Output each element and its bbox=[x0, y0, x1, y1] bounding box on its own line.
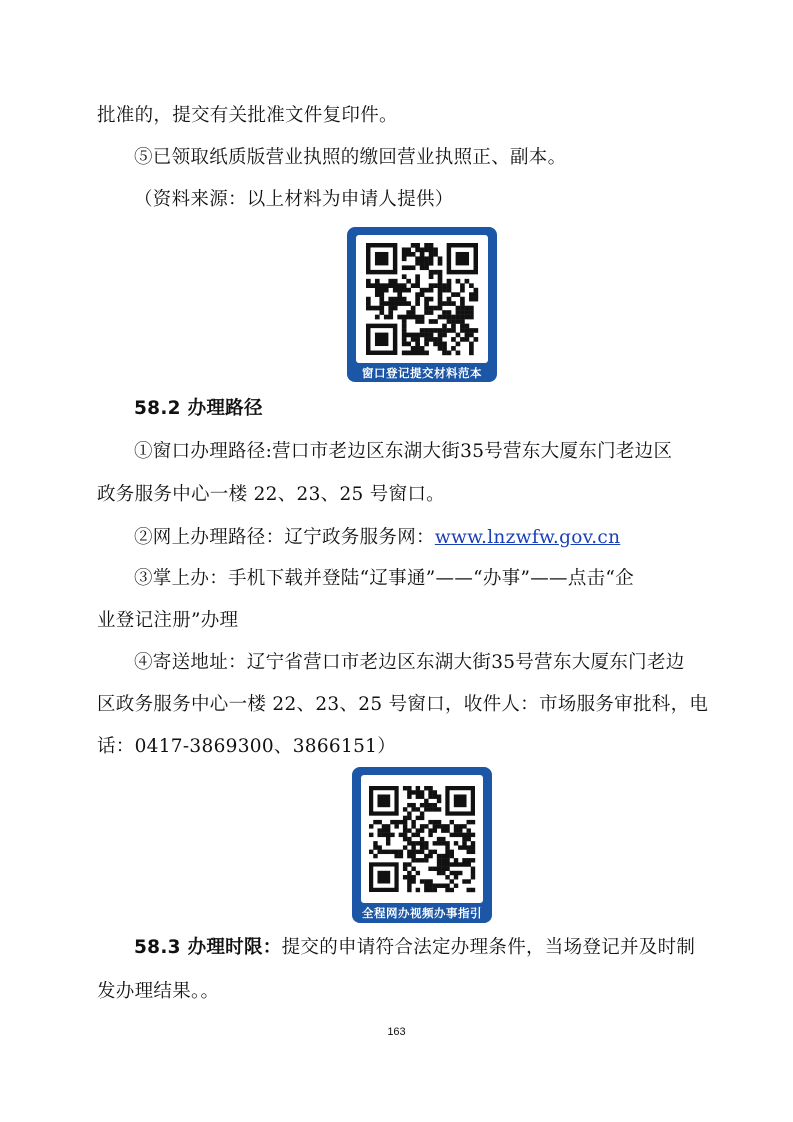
paragraph-window-path-2: 政务服务中心一楼 22、23、25 号窗口。 bbox=[97, 484, 445, 505]
paragraph-window-path-1: ①窗口办理路径:营口市老边区东湖大街35号营东大厦东门老边区 bbox=[134, 441, 673, 462]
paragraph-online-path bbox=[134, 526, 620, 550]
paragraph-return-license: ⑤已领取纸质版营业执照的缴回营业执照正、副本。 bbox=[134, 147, 567, 168]
paragraph-mail-address-1: ④寄送地址：辽宁省营口市老边区东湖大街35号营东大厦东门老边 bbox=[134, 652, 685, 673]
paragraph-mobile-path-1: ③掌上办：手机下载并登陆“辽事通”——“办事”——点击“企 bbox=[134, 568, 634, 589]
paragraph-mail-address-2: 区政务服务中心一楼 22、23、25 号窗口，收件人：市场服务审批科，电 bbox=[97, 694, 709, 715]
paragraph-time-limit-1 bbox=[134, 936, 695, 960]
website-link[interactable]: www.lnzwfw.gov.cn bbox=[434, 527, 621, 548]
paragraph-mail-address-3: 话：0417-3869300、3866151） bbox=[97, 736, 397, 757]
paragraph-mobile-path-2: 业登记注册”办理 bbox=[97, 610, 239, 631]
qr-code-icon bbox=[361, 775, 483, 903]
online-path-label: ②网上办理路径：辽宁政务服务网： bbox=[134, 527, 435, 548]
time-limit-text: 提交的申请符合法定办理条件，当场登记并及时制 bbox=[281, 937, 696, 958]
page-number: 163 bbox=[387, 1026, 406, 1038]
qr-card-video-guide[interactable] bbox=[352, 767, 492, 923]
time-limit-heading: 58.3 办理时限： bbox=[134, 937, 282, 958]
section-heading-path: 58.2 办理路径 bbox=[134, 398, 263, 419]
paragraph-approval-copy: 批准的，提交有关批准文件复印件。 bbox=[97, 105, 398, 126]
paragraph-source-note: （资料来源：以上材料为申请人提供） bbox=[134, 189, 454, 210]
qr-caption-video-guide: 全程网办视频办事指引 bbox=[362, 906, 482, 920]
qr-caption-materials: 窗口登记提交材料范本 bbox=[362, 366, 482, 380]
qr-card-materials[interactable] bbox=[347, 227, 497, 382]
qr-code-icon bbox=[356, 235, 488, 363]
paragraph-time-limit-2: 发办理结果。。 bbox=[97, 981, 220, 1002]
